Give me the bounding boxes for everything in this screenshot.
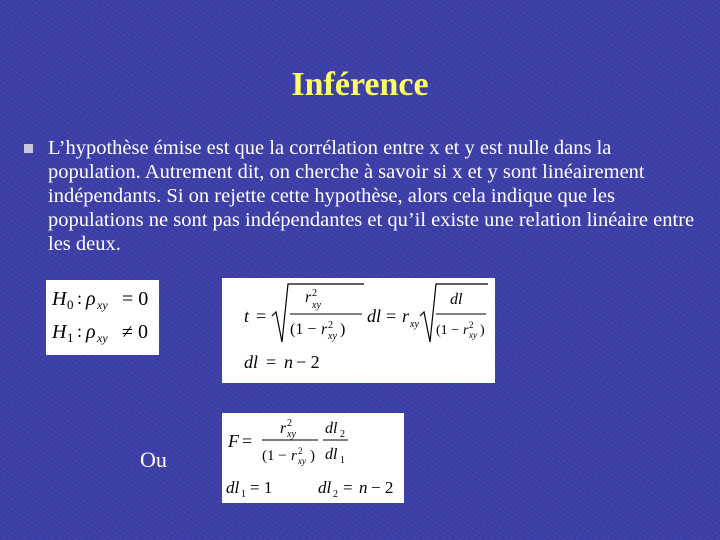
svg-text:r: r [463, 323, 469, 338]
hypotheses-formula [46, 280, 159, 355]
svg-text:): ) [480, 323, 485, 338]
svg-text:(1 −: (1 − [436, 323, 460, 338]
svg-text:dl: dl [318, 478, 332, 497]
svg-text:): ) [340, 321, 346, 338]
svg-text:ρ: ρ [86, 321, 96, 343]
svg-text:2: 2 [333, 489, 338, 500]
svg-text:r: r [291, 448, 297, 464]
svg-text:2: 2 [340, 429, 345, 440]
svg-text:xy: xy [287, 429, 296, 440]
svg-text:t: t [244, 306, 250, 326]
svg-text:2: 2 [287, 418, 292, 429]
svg-text:=: = [242, 431, 253, 451]
svg-text:(1 −: (1 − [262, 448, 287, 464]
svg-text:= 0: = 0 [122, 288, 149, 310]
ou-label: Ou [140, 447, 167, 472]
svg-text:xy: xy [312, 300, 321, 311]
svg-text:1: 1 [67, 330, 74, 345]
svg-text:1: 1 [340, 455, 345, 466]
svg-text:n: n [284, 352, 293, 372]
slide-title: Inférence [291, 66, 429, 103]
svg-text:=: = [256, 306, 267, 326]
svg-text:=: = [386, 306, 397, 326]
svg-text::: : [77, 288, 83, 308]
svg-text::: : [77, 321, 83, 341]
bullet-text: L’hypothèse émise est que la corrélation entre x et y est nulle dans la population. Autrement dit, on cherche à savoir si x et y sont linéairement indépendants. Si on rejette cette hypothèse, alors cela indique que les populations ne sont pas indépendantes et qu’il existe une relation linéaire entre les deux. [48, 137, 695, 255]
svg-text:r: r [321, 321, 328, 338]
svg-text:H: H [52, 321, 67, 343]
svg-text:dl: dl [367, 306, 382, 326]
svg-text:ρ: ρ [86, 288, 96, 310]
bullet-item [24, 136, 696, 256]
svg-text:r: r [402, 306, 410, 326]
svg-text:0: 0 [67, 297, 74, 312]
svg-text:r: r [280, 420, 287, 437]
svg-text:1: 1 [241, 489, 246, 500]
svg-text:(1 −: (1 − [290, 321, 317, 338]
svg-text:dl: dl [325, 446, 338, 463]
svg-text:− 2: − 2 [371, 478, 394, 497]
svg-text:dl: dl [325, 420, 338, 437]
f-statistic-formula-svg [222, 413, 404, 503]
t-statistic-formula [222, 278, 495, 383]
svg-text:dl: dl [244, 352, 259, 372]
svg-text:n: n [359, 478, 368, 497]
svg-text:2: 2 [328, 320, 333, 331]
svg-text:2: 2 [312, 288, 317, 299]
svg-text:xy: xy [328, 331, 337, 342]
svg-text:2: 2 [469, 320, 474, 330]
svg-text:≠ 0: ≠ 0 [122, 321, 148, 343]
svg-text:xy: xy [97, 298, 108, 312]
svg-text:H: H [52, 288, 67, 310]
svg-text:− 2: − 2 [296, 352, 320, 372]
svg-text:2: 2 [298, 446, 303, 456]
svg-text:): ) [310, 448, 315, 464]
f-statistic-formula [222, 413, 404, 503]
svg-text:= 1: = 1 [250, 478, 273, 497]
square-bullet-icon [24, 144, 33, 153]
svg-text:xy: xy [97, 331, 108, 345]
hypotheses-formula-svg [46, 280, 159, 355]
svg-text:xy: xy [298, 456, 306, 466]
svg-text:r: r [305, 289, 312, 306]
t-statistic-formula-svg [222, 278, 495, 383]
svg-text:xy: xy [469, 330, 477, 340]
svg-text:F: F [228, 431, 239, 451]
svg-text:xy: xy [410, 319, 419, 330]
svg-text:=: = [266, 352, 277, 372]
svg-text:=: = [343, 478, 353, 497]
svg-text:dl: dl [450, 291, 463, 308]
svg-text:dl: dl [226, 478, 240, 497]
